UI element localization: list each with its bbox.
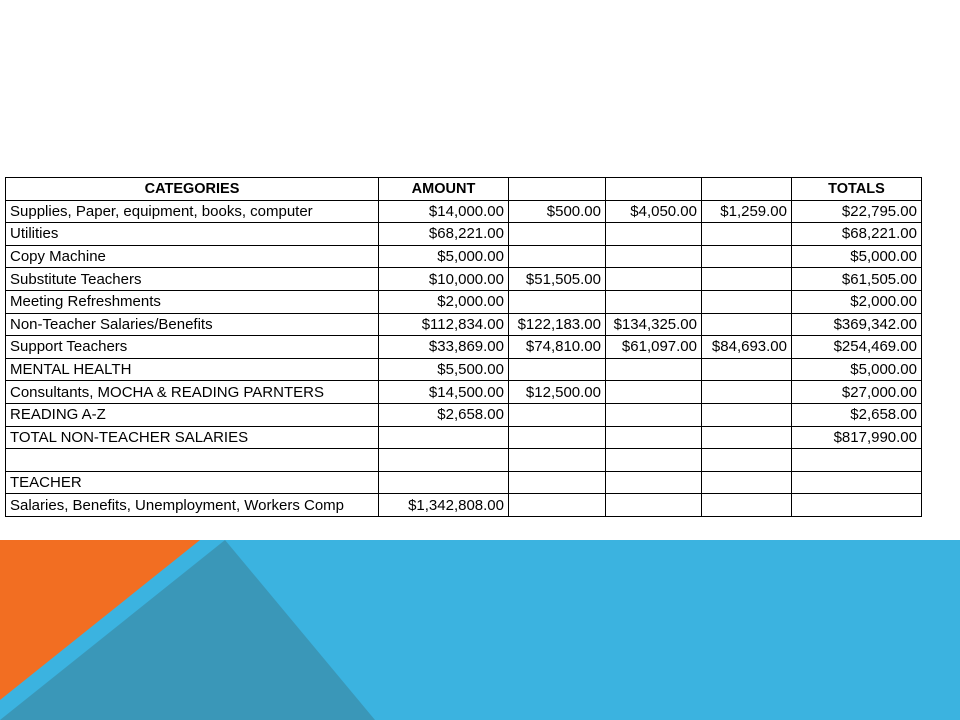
amount-cell: $112,834.00 — [379, 313, 509, 336]
amount-cell — [702, 358, 792, 381]
amount-cell — [702, 471, 792, 494]
amount-cell — [509, 245, 606, 268]
amount-cell: $1,342,808.00 — [379, 494, 509, 517]
category-cell: MENTAL HEALTH — [6, 358, 379, 381]
amount-cell — [509, 494, 606, 517]
category-cell — [6, 449, 379, 472]
amount-cell — [606, 449, 702, 472]
total-cell — [792, 494, 922, 517]
total-cell: $2,000.00 — [792, 290, 922, 313]
header-totals: TOTALS — [792, 178, 922, 201]
total-cell: $254,469.00 — [792, 336, 922, 359]
amount-cell: $4,050.00 — [606, 200, 702, 223]
category-cell: READING A-Z — [6, 403, 379, 426]
total-cell: $27,000.00 — [792, 381, 922, 404]
amount-cell: $2,658.00 — [379, 403, 509, 426]
category-cell: Salaries, Benefits, Unemployment, Workers Comp — [6, 494, 379, 517]
table-row — [6, 426, 922, 449]
amount-cell — [509, 471, 606, 494]
category-cell: Meeting Refreshments — [6, 290, 379, 313]
amount-cell — [702, 403, 792, 426]
header-col-4 — [606, 178, 702, 201]
amount-cell — [606, 471, 702, 494]
amount-cell: $61,097.00 — [606, 336, 702, 359]
total-cell: $2,658.00 — [792, 403, 922, 426]
amount-cell — [606, 426, 702, 449]
amount-cell — [509, 358, 606, 381]
amount-cell — [606, 358, 702, 381]
table-body — [6, 200, 922, 516]
table-row — [6, 313, 922, 336]
amount-cell: $2,000.00 — [379, 290, 509, 313]
amount-cell: $14,000.00 — [379, 200, 509, 223]
table-row — [6, 223, 922, 246]
amount-cell — [702, 494, 792, 517]
amount-cell — [606, 223, 702, 246]
amount-cell — [606, 494, 702, 517]
amount-cell — [702, 426, 792, 449]
amount-cell: $122,183.00 — [509, 313, 606, 336]
table-row — [6, 471, 922, 494]
category-cell: Consultants, MOCHA & READING PARNTERS — [6, 381, 379, 404]
total-cell: $22,795.00 — [792, 200, 922, 223]
amount-cell: $5,000.00 — [379, 245, 509, 268]
amount-cell — [509, 223, 606, 246]
decorative-footer-band — [0, 540, 960, 720]
amount-cell — [379, 471, 509, 494]
table-row — [6, 290, 922, 313]
amount-cell: $33,869.00 — [379, 336, 509, 359]
total-cell: $68,221.00 — [792, 223, 922, 246]
total-cell: $369,342.00 — [792, 313, 922, 336]
budget-table — [5, 177, 922, 517]
amount-cell — [379, 426, 509, 449]
table-row — [6, 336, 922, 359]
amount-cell: $74,810.00 — [509, 336, 606, 359]
total-cell — [792, 471, 922, 494]
amount-cell: $51,505.00 — [509, 268, 606, 291]
amount-cell — [702, 449, 792, 472]
header-categories: CATEGORIES — [6, 178, 379, 201]
amount-cell: $134,325.00 — [606, 313, 702, 336]
amount-cell — [379, 449, 509, 472]
amount-cell — [509, 449, 606, 472]
amount-cell: $1,259.00 — [702, 200, 792, 223]
amount-cell — [606, 381, 702, 404]
table-row — [6, 494, 922, 517]
amount-cell — [509, 426, 606, 449]
amount-cell — [606, 290, 702, 313]
table-row — [6, 403, 922, 426]
amount-cell — [509, 403, 606, 426]
amount-cell — [509, 290, 606, 313]
header-col-5 — [702, 178, 792, 201]
amount-cell: $84,693.00 — [702, 336, 792, 359]
category-cell: Non-Teacher Salaries/Benefits — [6, 313, 379, 336]
total-cell: $61,505.00 — [792, 268, 922, 291]
total-cell — [792, 449, 922, 472]
total-cell: $5,000.00 — [792, 245, 922, 268]
category-cell: Copy Machine — [6, 245, 379, 268]
amount-cell: $68,221.00 — [379, 223, 509, 246]
amount-cell: $12,500.00 — [509, 381, 606, 404]
amount-cell — [702, 290, 792, 313]
table-row — [6, 268, 922, 291]
amount-cell — [702, 313, 792, 336]
amount-cell — [606, 403, 702, 426]
table-header-row — [6, 178, 922, 201]
category-cell: Support Teachers — [6, 336, 379, 359]
category-cell: Supplies, Paper, equipment, books, computer — [6, 200, 379, 223]
table-row — [6, 245, 922, 268]
table-row — [6, 449, 922, 472]
category-cell: TOTAL NON-TEACHER SALARIES — [6, 426, 379, 449]
amount-cell — [702, 268, 792, 291]
amount-cell: $14,500.00 — [379, 381, 509, 404]
amount-cell — [702, 223, 792, 246]
header-amount: AMOUNT — [379, 178, 509, 201]
category-cell: Substitute Teachers — [6, 268, 379, 291]
amount-cell: $5,500.00 — [379, 358, 509, 381]
total-cell: $5,000.00 — [792, 358, 922, 381]
table-row — [6, 381, 922, 404]
table-row — [6, 200, 922, 223]
amount-cell: $10,000.00 — [379, 268, 509, 291]
category-cell: Utilities — [6, 223, 379, 246]
amount-cell — [702, 245, 792, 268]
header-col-3 — [509, 178, 606, 201]
amount-cell — [606, 268, 702, 291]
amount-cell — [606, 245, 702, 268]
table-row — [6, 358, 922, 381]
total-cell: $817,990.00 — [792, 426, 922, 449]
amount-cell — [702, 381, 792, 404]
amount-cell: $500.00 — [509, 200, 606, 223]
category-cell: TEACHER — [6, 471, 379, 494]
